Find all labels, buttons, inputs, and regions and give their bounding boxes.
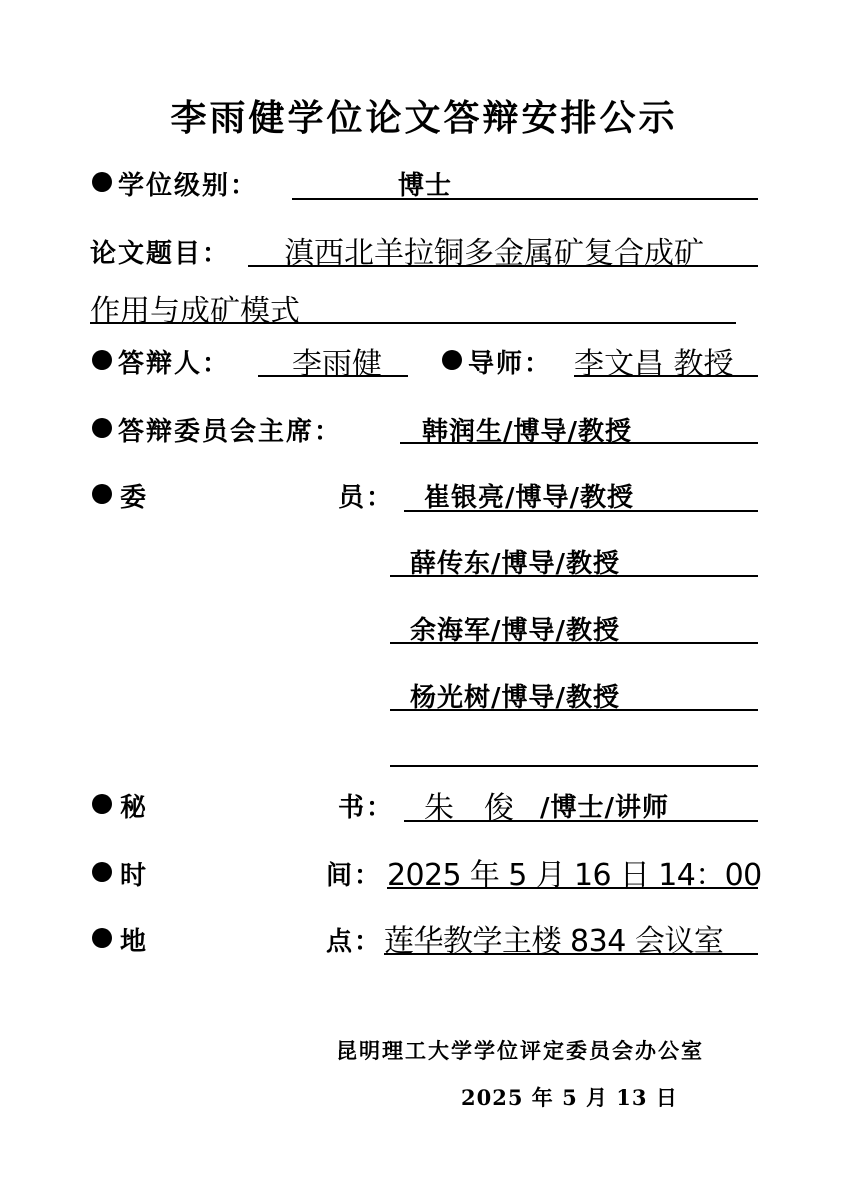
chair-underline: [400, 442, 758, 444]
advisor-label: 导师：: [468, 349, 553, 379]
member-1: 崔银亮/博导/教授: [424, 483, 634, 513]
bullet-icon: [92, 928, 112, 948]
member-4-underline: [390, 709, 758, 711]
place-label-left: 地: [120, 927, 149, 957]
bullet-icon: [92, 484, 112, 504]
secretary-label-left: 秘: [120, 793, 149, 823]
defender-value: 李雨健: [292, 347, 382, 382]
bullet-icon: [92, 172, 112, 192]
defender-underline: [258, 375, 408, 377]
place-value: 莲华教学主楼 834 会议室: [384, 924, 724, 959]
thesis-underline-2: [90, 322, 736, 324]
issue-date: 2025 年 5 月 13 日: [461, 1085, 678, 1110]
thesis-title-line2: 作用与成矿模式: [90, 294, 300, 329]
time-value: 2025 年 5 月 16 日 14：00: [387, 858, 762, 893]
degree-underline: [292, 198, 758, 200]
time-label-right: 间：: [326, 861, 383, 891]
member-4: 杨光树/博导/教授: [410, 683, 620, 713]
thesis-underline-1: [248, 265, 758, 267]
bullet-icon: [92, 794, 112, 814]
bullet-icon: [92, 418, 112, 438]
secretary-underline: [404, 820, 758, 822]
member-3-underline: [390, 642, 758, 644]
secretary-label-right: 书：: [338, 793, 395, 823]
page-title: 李雨健学位论文答辩安排公示: [170, 98, 678, 139]
place-label-right: 点：: [326, 927, 383, 957]
member-blank-underline: [390, 765, 758, 767]
advisor-underline: [574, 375, 758, 377]
degree-label: 学位级别：: [118, 171, 259, 201]
secretary-name: 朱 俊: [424, 791, 514, 826]
members-label-left: 委: [120, 483, 149, 513]
bullet-icon: [92, 350, 112, 370]
issuing-office: 昆明理工大学学位评定委员会办公室: [336, 1038, 704, 1063]
member-3: 余海军/博导/教授: [410, 616, 620, 646]
defender-label: 答辩人：: [118, 349, 231, 379]
chair-label: 答辩委员会主席：: [118, 417, 343, 447]
chair-value: 韩润生/博导/教授: [422, 417, 632, 447]
place-underline: [384, 953, 758, 955]
secretary-title: /博士/讲师: [540, 793, 669, 823]
members-label-right: 员：: [338, 483, 395, 513]
time-label-left: 时: [120, 861, 149, 891]
member-1-underline: [404, 510, 758, 512]
advisor-value: 李文昌 教授: [574, 347, 734, 382]
bullet-icon: [92, 862, 112, 882]
time-underline: [387, 887, 758, 889]
thesis-title-line1: 滇西北羊拉铜多金属矿复合成矿: [284, 236, 704, 271]
member-2-underline: [390, 575, 758, 577]
member-2: 薛传东/博导/教授: [410, 549, 620, 579]
bullet-icon: [442, 350, 462, 370]
degree-value: 博士: [398, 171, 453, 201]
thesis-label: 论文题目：: [90, 239, 231, 269]
